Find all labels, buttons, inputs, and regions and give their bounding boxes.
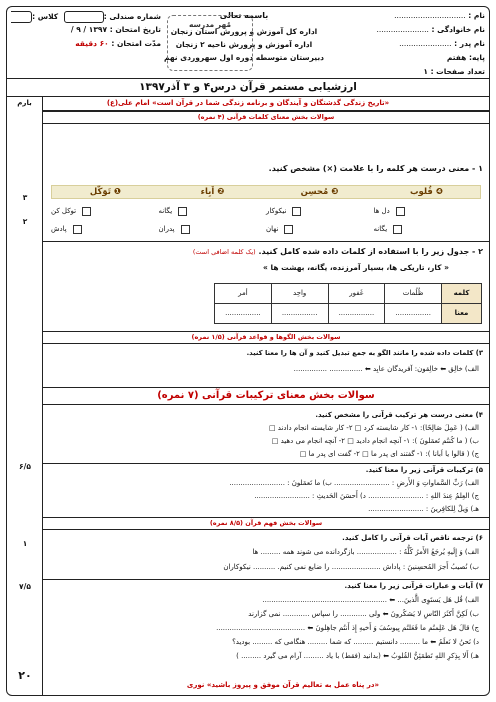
duration-value: ۶۰ دقیقه xyxy=(75,39,109,48)
school-seal: مُهر مدرسه xyxy=(167,15,253,71)
question-3: ۳) کلمات داده شده را مانند الگو به جمع تبدیل کنید و آن ها را معنا کنید. xyxy=(246,349,483,357)
checkbox[interactable] xyxy=(284,225,293,234)
score-q7: ۷/۵ xyxy=(19,582,31,591)
father-line xyxy=(335,39,485,53)
family-label: نام خانوادگی : xyxy=(431,25,485,34)
question-1: ۱ - معنی درست هر کلمه را با علامت (×) مشخص کنید. xyxy=(268,164,483,173)
choice-label: یگانه xyxy=(158,206,173,215)
divider xyxy=(43,463,489,464)
checkbox[interactable] xyxy=(396,207,405,216)
table-row xyxy=(215,284,482,304)
exam-info xyxy=(11,11,161,53)
closing-note: «در پناه عمل به تعالیم قرآن موفق و پیروز باشید» نوری xyxy=(186,680,379,689)
duration-label: مدّت امتحان : xyxy=(111,39,161,48)
section-phrases: سوالات بخش معنای ترکیبات قرآنی (۷ نمره) xyxy=(43,387,489,405)
q4-line: ب) ( ما کُنتُم تَعمَلونَ ): ۱- آنچه انجام دادید □ ۲- آنچه انجام می دهید □ xyxy=(271,437,479,445)
divider xyxy=(43,241,489,242)
q2-word-bank: « کار، تاریکی ها، بسیار آمرزنده، یگانه، بهشت ها » xyxy=(263,263,449,272)
checkbox[interactable] xyxy=(73,225,82,234)
question-2 xyxy=(193,247,483,257)
score-q5: ۶/۵ xyxy=(19,462,31,471)
table-cell: أمر xyxy=(215,284,272,304)
exam-header xyxy=(7,7,489,79)
father-label: نام پدر : xyxy=(454,39,485,48)
answer-cell[interactable]: ................ xyxy=(215,304,272,324)
q5-line: ج) العِلمُ عِندَ اللهِ : ......................... د) أَحسَنَ الحَدیثِ : ......................... xyxy=(254,492,479,500)
q1-row-2 xyxy=(51,222,481,236)
question-7: ۷) آیات و عبارات قرآنی زیر را معنا کنید. xyxy=(344,582,483,590)
score-total: ۲۰ xyxy=(18,669,32,682)
date-label: تاریخ امتحان : xyxy=(109,25,161,34)
choice-label: پدران xyxy=(158,224,175,233)
question-6: ۶) ترجمه ناقص آیات قرآنی را کامل کنید. xyxy=(342,534,483,542)
seat-box[interactable] xyxy=(64,11,104,23)
q1-choice xyxy=(51,225,159,234)
father-dots: ...................... xyxy=(399,39,452,48)
q7-line: هـ) أَلا بِذِکرِ اللهِ تَطمَئِنُّ القُلوبُ ⬅ (بدانید (فقط) با یاد ......... آرام می گیرد ......... ) xyxy=(236,652,479,660)
q5-line: هـ) وَیلٌ لِلکافِرینَ : ......................... xyxy=(368,505,479,513)
district-line: اداره آموزش و پرورش ناحیه ۲ زنجان xyxy=(175,40,313,49)
class-seat-line xyxy=(11,11,161,25)
class-label: کلاس : xyxy=(32,12,59,21)
class-box[interactable] xyxy=(11,11,32,23)
q1-choice xyxy=(374,225,482,234)
question-2-text: ۲ - جدول زیر را با استفاده از کلمات داده شده کامل کنید. xyxy=(258,247,483,256)
family-line xyxy=(335,25,485,39)
answer-cell[interactable]: ................ xyxy=(385,304,442,324)
table-header-cell: کلمه xyxy=(442,284,482,304)
q1-option: ❷ اَبِاء xyxy=(200,186,225,197)
checkbox[interactable] xyxy=(181,225,190,234)
checkbox[interactable] xyxy=(178,207,187,216)
student-info xyxy=(335,11,485,81)
section-patterns: سوالات بخش الگوها و قواعد قرآنی (۱/۵ نمره) xyxy=(43,331,489,344)
q6-line: الف) وَ إِلَیهِ یُرجَعُ الأَمرُ کُلُّهُ : .................. بازگردانده می شوند همه ......... ها xyxy=(252,548,479,556)
q1-choice xyxy=(51,207,159,216)
name-dots: .............................. xyxy=(394,11,466,20)
question-4: ۴) معنی درست هر ترکیب قرآنی را مشخص کنید. xyxy=(315,411,483,419)
q2-table xyxy=(214,283,482,324)
table-cell: غَفور xyxy=(328,284,385,304)
date-value: ۱۳۹۷ / ۹ / xyxy=(70,25,108,34)
q1-choice xyxy=(159,207,267,216)
score-q1: ۳ xyxy=(22,193,28,202)
choice-label: پادش xyxy=(51,224,67,233)
section-understanding: سوالات بخش فهم قرآن (۸/۵ نمره) xyxy=(43,517,489,530)
q3-line: الف) خالِق ⬅ خالِقون: آفریدگان عابِد ⬅ ............... ............... xyxy=(293,365,479,373)
seat-label: شماره صندلی : xyxy=(103,12,161,21)
choice-label: توکل کن xyxy=(51,206,77,215)
choice-label: نیکوکار xyxy=(266,206,287,215)
choice-label: نهان xyxy=(266,224,279,233)
duration-line xyxy=(11,39,161,53)
question-2-hint: (یک کلمه اضافی است) xyxy=(192,248,256,256)
exam-quote: «تاریخ زندگی گذشتگان و آیندگان و برنامه زندگی شما در قرآن است» امام علی(ع) xyxy=(7,97,489,111)
exam-frame xyxy=(6,6,490,696)
grade-line: پایه: هفتم xyxy=(446,53,485,62)
q1-choice xyxy=(374,207,482,216)
q1-option: ❶ تَوَکّل xyxy=(89,186,122,197)
table-header-cell: معنا xyxy=(442,304,482,324)
q7-line: ب) لَکِنَّ أَکثَرَ النّاسِ لا یَشکُرونَ ⬅ ولی ............ را سپاس ............ نمی گزارند xyxy=(248,610,479,618)
choice-label: یگانه xyxy=(373,224,388,233)
q6-line: ب) نُصیبُ أَجرَ المُحسِنینَ : پاداش ...................... را ضایع نمی کنیم. .......... نیکوکاران xyxy=(223,563,479,571)
q4-line: ج) ( قالوا یا اَبانا ): ۱- گفتند ای پدر ما □ ۲- گفت ای پدر ما □ xyxy=(299,450,479,458)
checkbox[interactable] xyxy=(82,207,91,216)
checkbox[interactable] xyxy=(393,225,402,234)
q1-choice xyxy=(266,225,374,234)
exam-title: ارزشیابی مستمر قرآن درس۴ و ۳ آذر۱۳۹۷ xyxy=(7,79,489,97)
q5-line: الف) رَبِّ السَّماواتِ وَ الأَرضِ : ......................... ب) ما تَعمَلونَ : ......................... xyxy=(229,479,479,487)
pages-line: تعداد صفحات : ۱ xyxy=(423,67,485,76)
q1-row-1 xyxy=(51,204,481,218)
table-row xyxy=(215,304,482,324)
answer-cell[interactable]: ................ xyxy=(328,304,385,324)
table-cell: ظُلُمات xyxy=(385,284,442,304)
q1-options xyxy=(51,185,481,199)
score-q6: ۱ xyxy=(22,539,28,548)
q4-line: الف) ( عَمِلَ صَالِحًا): ۱- کار شایسته کرد □ ۲- کار شایسته انجام دادند □ xyxy=(268,424,479,432)
score-header: بارم xyxy=(7,97,43,111)
q7-line: الف) قُل هَل یَستَوِی الَّذینَ... ⬅ ........................................................ xyxy=(262,596,479,604)
name-line xyxy=(335,11,485,25)
name-label: نام : xyxy=(468,11,485,20)
q7-line: د) نَحنُ لا نَعلَمُ ⬅ ما ......... دانستیم ......... که شما ......... هنگامی که ......... بودید؟ xyxy=(232,638,479,646)
section-vocab: سوالات بخش معنای کلمات قرآنی (۴ نمره) xyxy=(43,111,489,124)
score-q2: ۲ xyxy=(22,217,28,226)
q7-line: ج) قالَ هَل عَلِمتُم ما فَعَلتُم بِیوسُفَ وَ أَخیهِ إِذ أَنتُم جاهِلونَ ⬅ ........................................ xyxy=(216,624,479,632)
date-line xyxy=(11,25,161,39)
family-dots: ...................... xyxy=(376,25,429,34)
school-line: دبیرستان متوسطه دوره اول سهروردی نهم xyxy=(163,53,325,62)
bismillah: باسمه تعالی xyxy=(219,11,269,20)
checkbox[interactable] xyxy=(292,207,301,216)
divider xyxy=(43,579,489,580)
q1-choice xyxy=(159,225,267,234)
choice-label: دل ها xyxy=(373,206,390,215)
q1-option: ❸ مُحسِن xyxy=(300,186,339,197)
q1-choice xyxy=(266,207,374,216)
department-line: اداره کل آموزش و پرورش استان زنجان xyxy=(170,27,318,36)
answer-cell[interactable]: ................ xyxy=(271,304,328,324)
table-cell: واحِد xyxy=(271,284,328,304)
question-5: ۵) ترکیبات قرآنی زیر را معنا کنید. xyxy=(365,466,483,474)
q1-option: ❹ قُلوب xyxy=(409,186,444,197)
